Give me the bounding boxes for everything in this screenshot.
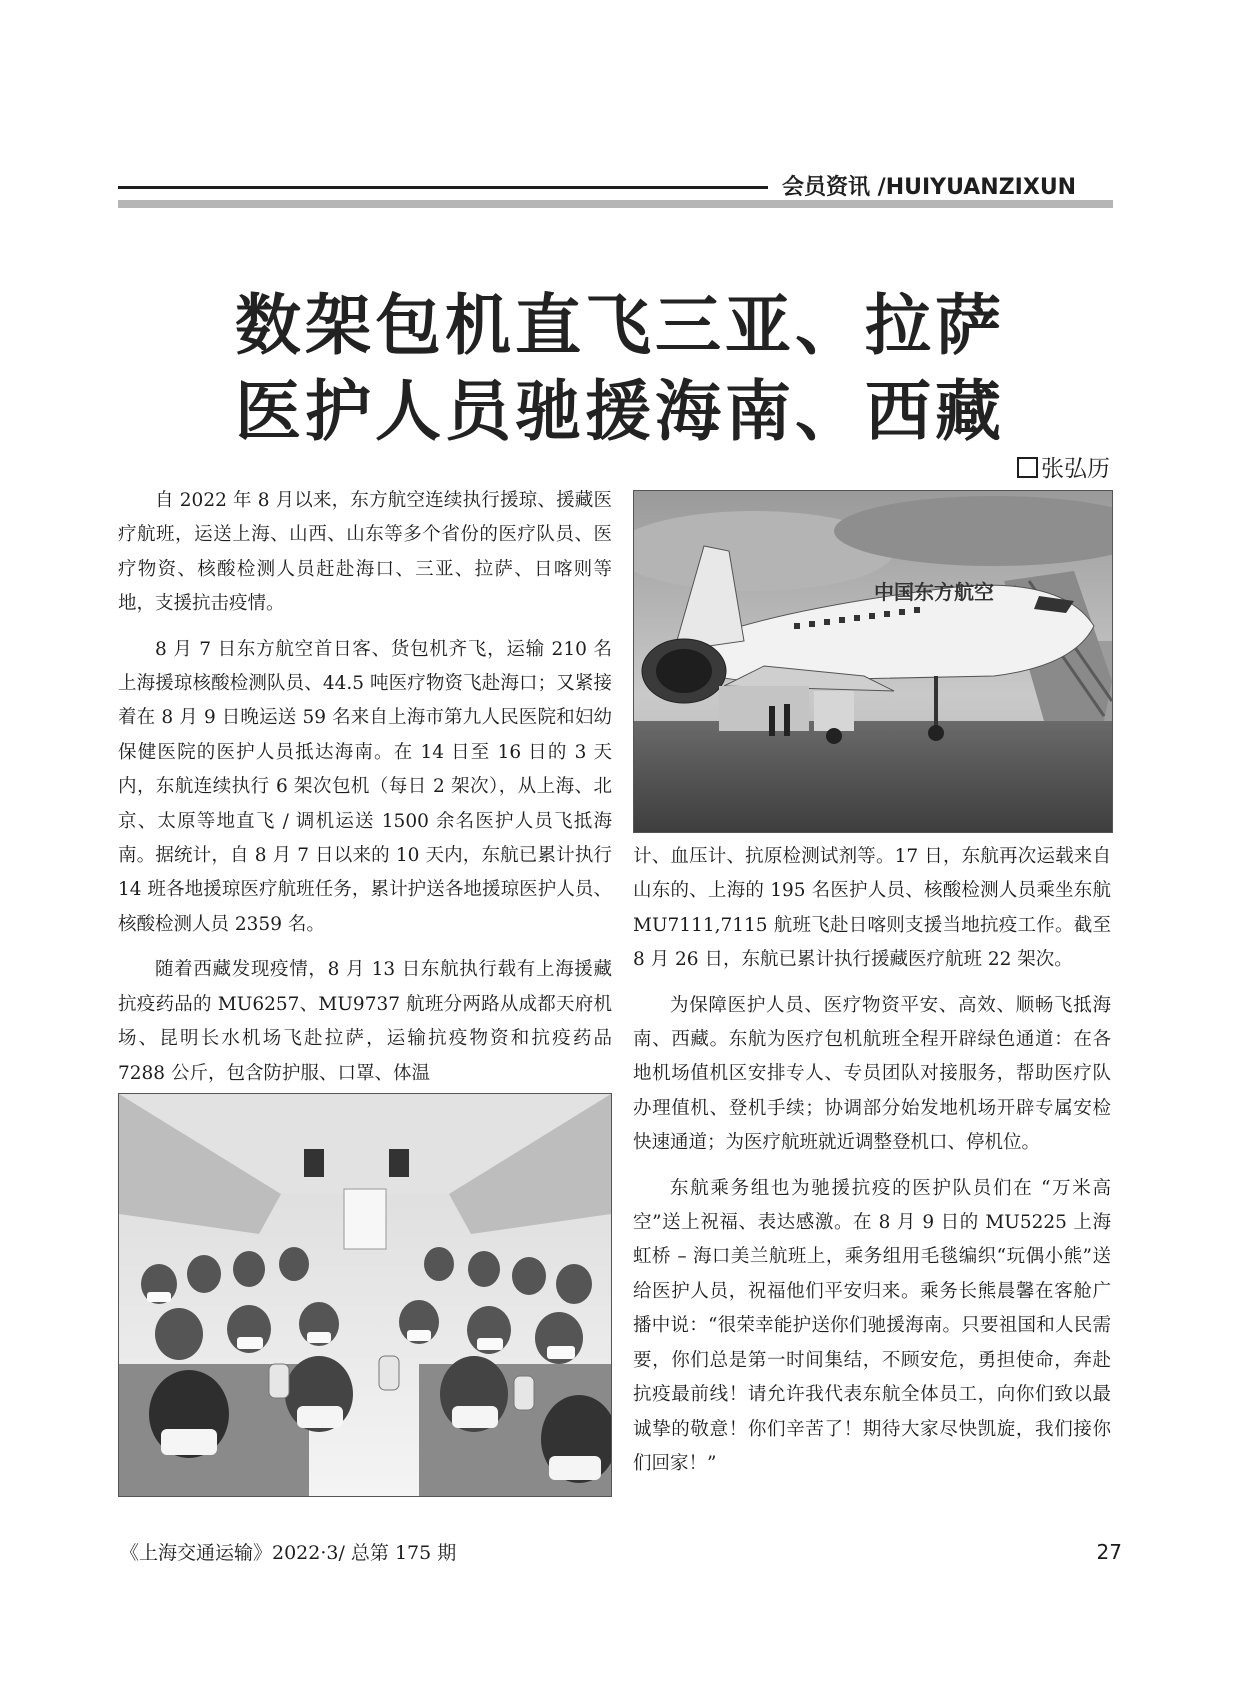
paragraph: 计、血压计、抗原检测试剂等。17 日，东航再次运载来自山东的、上海的 195 名医护人员、核酸检测人员乘坐东航 MU7111,7115 航班飞赴日喀则支援当地抗疫工作。截至 8 月 26 日，东航已累计执行援藏医疗航班 22 架次。: [633, 846, 1111, 971]
article-title-line-2: 医护人员驰援海南、西藏: [235, 373, 1005, 450]
paragraph: 为保障医护人员、医疗物资平安、高效、顺畅飞抵海南、西藏。东航为医疗包机航班全程开辟绿色通道：在各地机场值机区安排专人、专员团队对接服务，帮助医疗队办理值机、登机手续；协调部分始发地机场开辟专属安检快速通道；为医疗航班就近调整登机口、停机位。: [633, 994, 1111, 1154]
cabin-illustration: [119, 1094, 611, 1496]
paragraph: 随着西藏发现疫情，8 月 13 日东航执行载有上海援藏抗疫药品的 MU6257、MU9737 航班分两路从成都天府机场、昆明长水机场飞赴拉萨，运输抗疫物资和抗疫药品 7288 公斤，包含防护服、口罩、体温: [118, 959, 612, 1084]
header-rule: [118, 186, 768, 189]
author-name: 张弘历: [1041, 456, 1110, 482]
journal-footer: 《上海交通运输》2022·3/ 总第 175 期: [120, 1542, 457, 1564]
plane-livery-text: 中国东方航空: [874, 580, 994, 604]
author-box-icon: [1017, 457, 1038, 478]
airplane-photo: [633, 490, 1113, 833]
header-gray-bar: [118, 200, 1113, 208]
airplane-illustration: [634, 491, 1112, 832]
cabin-photo: [118, 1093, 612, 1497]
paragraph: 东航乘务组也为驰援抗疫的医护队员们在 “万米高空”送上祝福、表达感激。在 8 月 9 日的 MU5225 上海虹桥 – 海口美兰航班上，乘务组用毛毯编织“玩偶小熊”送给医护人员，祝福他们平安归来。乘务长熊晨馨在客舱广播中说：“很荣幸能护送你们驰援海南。只要祖国和人民需要，你们总是第一时间集结，不顾安危，勇担使命，奔赴抗疫最前线！请允许我代表东航全体员工，向你们致以最诚挚的敬意！你们辛苦了！期待大家尽快凯旋，我们接你们回家！”: [633, 1177, 1111, 1474]
author-byline: [1017, 450, 1110, 483]
right-column-text: [633, 840, 1111, 1481]
left-column-text: [118, 484, 612, 1091]
paragraph: 自 2022 年 8 月以来，东方航空连续执行援琼、援藏医疗航班，运送上海、山西、山东等多个省份的医疗队员、医疗物资、核酸检测人员赶赴海口、三亚、拉萨、日喀则等地，支援抗击疫情。: [118, 490, 612, 615]
section-label: 会员资讯 /HUIYUANZIXUN: [782, 175, 1077, 200]
article-title-line-1: 数架包机直飞三亚、拉萨: [235, 287, 1005, 364]
paragraph: 8 月 7 日东方航空首日客、货包机齐飞，运输 210 名上海援琼核酸检测队员、44.5 吨医疗物资飞赴海口；又紧接着在 8 月 9 日晚运送 59 名来自上海市第九人民医院和妇幼保健医院的医护人员抵达海南。在 14 日至 16 日的 3 天内，东航连续执行 6 架次包机（每日 2 架次），从上海、北京、太原等地直飞 / 调机运送 1500 余名医护人员飞抵海南。据统计，自 8 月 7 日以来的 10 天内，东航已累计执行 14 班各地援琼医疗航班任务，累计护送各地援琼医护人员、核酸检测人员 2359 名。: [118, 638, 612, 935]
page-number: 27: [1096, 1540, 1122, 1564]
